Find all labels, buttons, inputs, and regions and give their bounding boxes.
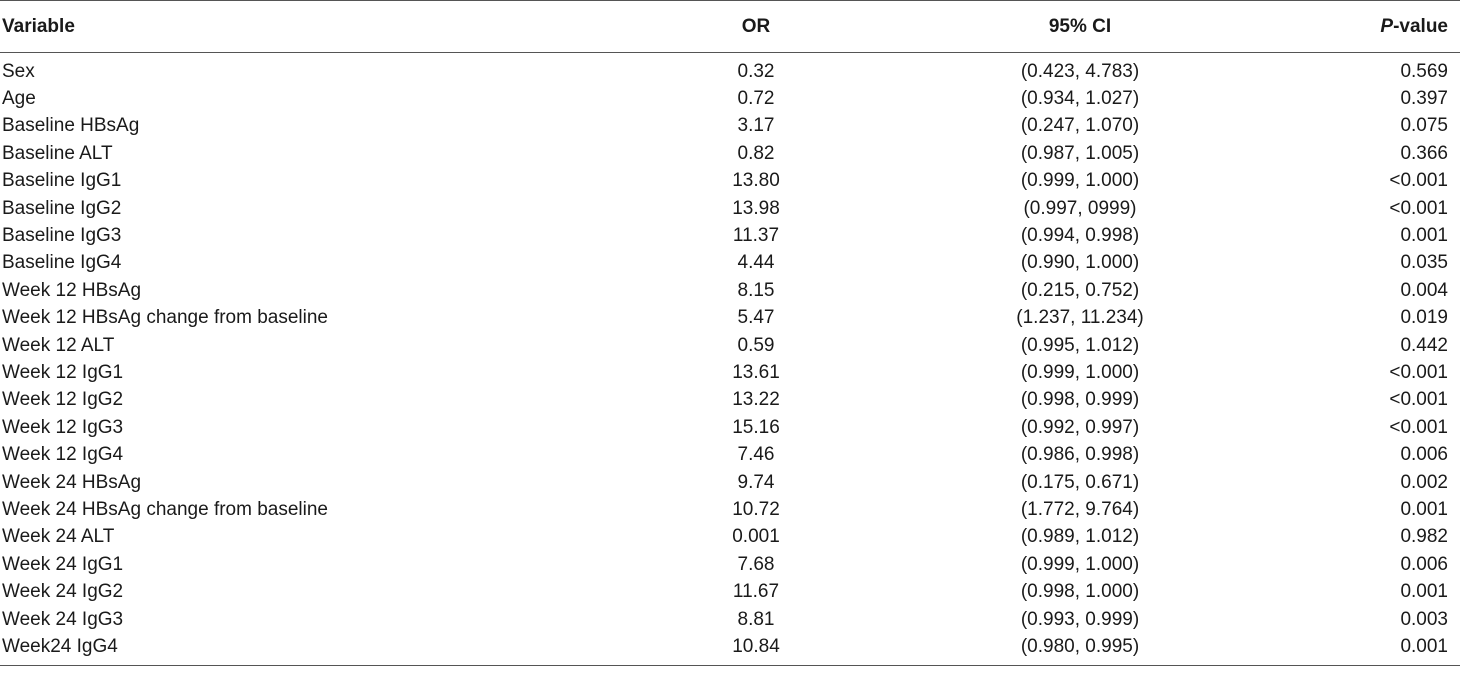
table-row — [0, 250, 1460, 277]
cell-or: 11.37 — [732, 225, 780, 247]
cell-or: 0.82 — [737, 142, 775, 164]
cell-p-value: 0.366 — [1400, 142, 1448, 164]
cell-p-value: 0.001 — [1400, 498, 1448, 520]
cell-or: 15.16 — [732, 416, 780, 438]
cell-ci: (0.423, 4.783) — [1020, 60, 1140, 82]
cell-or: 4.44 — [737, 252, 775, 274]
cell-variable: Week 24 IgG3 — [2, 608, 124, 630]
cell-p-value: 0.982 — [1400, 526, 1448, 548]
cell-ci: (0.247, 1.070) — [1020, 115, 1140, 137]
cell-ci: (0.987, 1.005) — [1020, 142, 1140, 164]
cell-variable: Week24 IgG4 — [0, 633, 500, 665]
cell-p-value: 0.001 — [1400, 581, 1448, 603]
cell-or: 3.17 — [737, 115, 775, 137]
table-body — [0, 53, 1460, 666]
cell-or: 11.67 — [732, 581, 780, 603]
table-row — [0, 606, 1460, 633]
cell-variable: Baseline IgG3 — [2, 225, 122, 247]
cell-variable: Week 24 IgG1 — [2, 553, 124, 575]
cell-ci: (0.998, 1.000) — [1020, 581, 1140, 603]
cell-or: 0.32 — [737, 60, 775, 82]
cell-variable: Week 24 HBsAg — [2, 471, 142, 493]
header-or: OR — [500, 1, 800, 53]
cell-or: 10.72 — [732, 498, 780, 520]
cell-p-value: 0.006 — [1400, 553, 1448, 575]
table-row — [0, 496, 1460, 523]
table-row — [0, 222, 1460, 249]
cell-variable: Age — [2, 88, 36, 110]
cell-or: 0.001 — [732, 526, 780, 548]
cell-ci: (0.998, 0.999) — [1020, 389, 1140, 411]
cell-ci: (0.175, 0.671) — [1020, 471, 1140, 493]
cell-variable: Baseline ALT — [2, 142, 113, 164]
cell-ci: (0.993, 0.999) — [1020, 608, 1140, 630]
cell-ci: (0.990, 1.000) — [1020, 252, 1140, 274]
table-row — [0, 387, 1460, 414]
cell-ci: (0.995, 1.012) — [1020, 334, 1140, 356]
cell-variable: Week 12 IgG2 — [2, 389, 124, 411]
cell-p-value: <0.001 — [1389, 197, 1448, 219]
table-row — [0, 441, 1460, 468]
cell-variable: Baseline IgG4 — [2, 252, 122, 274]
cell-ci: (0.980, 0.995) — [800, 633, 1260, 665]
header-ci: 95% CI — [800, 1, 1260, 53]
cell-or: 9.74 — [737, 471, 775, 493]
cell-or: 13.98 — [732, 197, 780, 219]
cell-variable: Week 12 HBsAg change from baseline — [2, 307, 328, 329]
cell-p-value: 0.075 — [1400, 115, 1448, 137]
cell-p-value: 0.019 — [1400, 307, 1448, 329]
cell-p-value: <0.001 — [1389, 416, 1448, 438]
cell-or: 13.80 — [732, 170, 780, 192]
cell-ci: (1.237, 11.234) — [1016, 307, 1144, 329]
table-row — [0, 85, 1460, 112]
cell-variable: Baseline IgG1 — [2, 170, 122, 192]
cell-p-value: 0.002 — [1400, 471, 1448, 493]
cell-variable: Week 24 ALT — [2, 526, 115, 548]
cell-variable: Baseline IgG2 — [2, 197, 122, 219]
cell-or: 8.81 — [737, 608, 775, 630]
cell-ci: (0.994, 0.998) — [1020, 225, 1140, 247]
cell-p-value: 0.003 — [1400, 608, 1448, 630]
cell-variable: Week 12 IgG1 — [2, 361, 124, 383]
header-p-italic: P — [1380, 15, 1394, 37]
cell-or: 0.59 — [737, 334, 775, 356]
table-row — [0, 195, 1460, 222]
cell-p-value: 0.006 — [1400, 444, 1448, 466]
cell-p-value: 0.569 — [1400, 60, 1448, 82]
cell-ci: (0.999, 1.000) — [1020, 361, 1140, 383]
table-row — [0, 113, 1460, 140]
cell-or: 13.61 — [732, 361, 780, 383]
cell-variable: Baseline HBsAg — [2, 115, 140, 137]
cell-p-value: <0.001 — [1389, 389, 1448, 411]
cell-variable: Week 24 HBsAg change from baseline — [2, 498, 328, 520]
cell-p-value: <0.001 — [1389, 361, 1448, 383]
cell-variable: Sex — [2, 60, 35, 82]
table-row — [0, 551, 1460, 578]
table-row — [0, 359, 1460, 386]
cell-variable: Week 12 HBsAg — [2, 279, 142, 301]
cell-variable: Week 12 IgG3 — [2, 416, 124, 438]
cell-variable: Week 24 IgG2 — [2, 581, 124, 603]
cell-ci: (0.989, 1.012) — [1020, 526, 1140, 548]
table-row — [0, 53, 1460, 86]
cell-variable: Week 12 IgG4 — [2, 444, 124, 466]
cell-ci: (0.999, 1.000) — [1020, 553, 1140, 575]
cell-ci: (1.772, 9.764) — [1020, 498, 1140, 520]
cell-p-value: 0.035 — [1400, 252, 1448, 274]
table-row — [0, 469, 1460, 496]
cell-p-value: 0.397 — [1400, 88, 1448, 110]
cell-ci: (0.997, 0999) — [1023, 197, 1137, 219]
cell-or: 8.15 — [737, 279, 775, 301]
cell-or: 13.22 — [732, 389, 780, 411]
table-row — [0, 305, 1460, 332]
cell-variable: Week 12 ALT — [2, 334, 115, 356]
cell-or: 0.72 — [737, 88, 775, 110]
table-row — [0, 140, 1460, 167]
cell-p-value: <0.001 — [1389, 170, 1448, 192]
table-row — [0, 332, 1460, 359]
cell-ci: (0.992, 0.997) — [1020, 416, 1140, 438]
cell-ci: (0.999, 1.000) — [1020, 170, 1140, 192]
cell-or: 10.84 — [500, 633, 800, 665]
header-p-rest: -value — [1393, 15, 1448, 37]
cell-ci: (0.215, 0.752) — [1020, 279, 1140, 301]
table-row — [0, 168, 1460, 195]
table-header — [0, 1, 1460, 53]
header-variable: Variable — [0, 1, 500, 53]
cell-ci: (0.934, 1.027) — [1020, 88, 1140, 110]
table-row — [0, 277, 1460, 304]
table-row — [0, 578, 1460, 605]
cell-p-value: 0.442 — [1400, 334, 1448, 356]
header-row — [0, 1, 1460, 53]
cell-p-value: 0.001 — [1400, 225, 1448, 247]
table-row — [0, 524, 1460, 551]
header-p-value — [1260, 1, 1460, 53]
cell-or: 7.46 — [737, 444, 775, 466]
cell-or: 5.47 — [737, 307, 775, 329]
cell-or: 7.68 — [737, 553, 775, 575]
cell-p-value: 0.001 — [1260, 633, 1460, 665]
table-row — [0, 633, 1460, 665]
table-row — [0, 414, 1460, 441]
cell-p-value: 0.004 — [1400, 279, 1448, 301]
cell-ci: (0.986, 0.998) — [1020, 444, 1140, 466]
